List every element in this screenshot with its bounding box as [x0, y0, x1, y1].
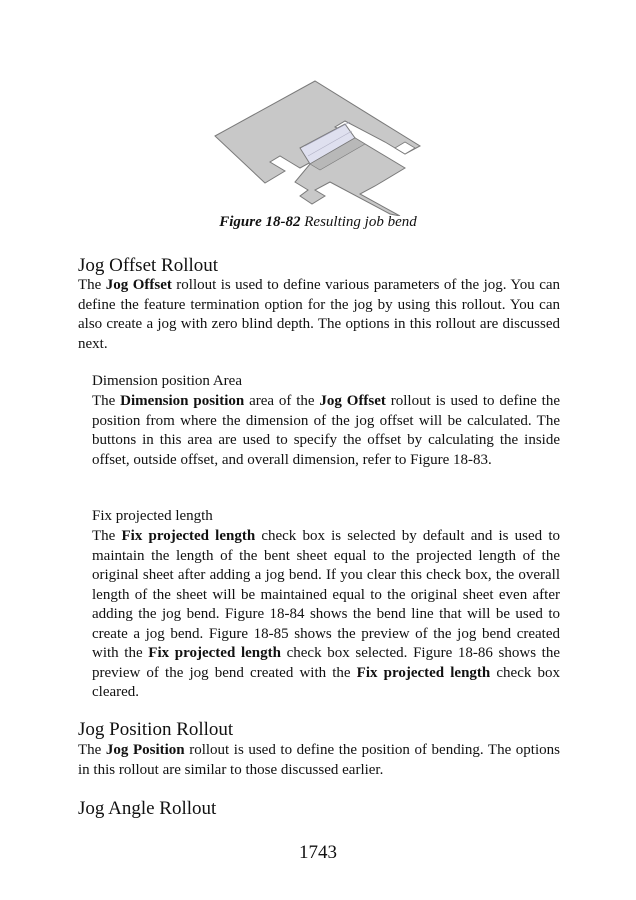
bold-term: Fix projected length	[121, 528, 256, 544]
paragraph-jog-offset	[78, 276, 560, 354]
text-run: The	[92, 393, 121, 409]
bold-term: Fix projected length	[148, 645, 281, 661]
text-run: check box is selected by default and is used to maintain the length of the bent sheet equal to the projected length of the original sheet after adding a jog bend. If you clear this check box, the overall length of the sheet will be maintained equal to the original sheet even after adding the jog bend. Figure 18-84 shows the bend line that will be used to create a jog bend. Figure 18-85 shows the preview of the jog bend created with the	[92, 528, 560, 661]
bold-term: Jog Offset	[105, 277, 172, 293]
bold-term: Dimension position	[120, 393, 245, 409]
text-run: The	[78, 742, 106, 758]
figure-caption-label: Figure 18-82	[219, 214, 301, 230]
text-run: rollout is used to define various parameters of the jog. You can define the feature termination option for the jog by using this rollout. You can also create a jog with zero blind depth. The options in this rollout are discussed next.	[78, 277, 561, 352]
heading-jog-offset-rollout: Jog Offset Rollout	[78, 255, 219, 276]
text-run: The	[92, 528, 122, 544]
text-run: rollout is used to define the position from where the dimension of the jog offset will be calculated. The buttons in this area are used to specify the offset by calculating the inside offset, outside offset, and overall dimension, refer to Figure 18-83.	[92, 393, 560, 468]
text-run: The	[78, 277, 106, 293]
text-run: check box cleared.	[92, 664, 560, 700]
text-run: rollout is used to define the position of bending. The options in this rollout are similar to those discussed earlier.	[78, 742, 560, 778]
bold-term: Jog Position	[105, 742, 185, 758]
paragraph-fix-projected-length	[92, 527, 560, 703]
paragraph-jog-position	[78, 741, 560, 780]
figure-caption-text: Resulting job bend	[300, 214, 417, 230]
text-run: area of the	[244, 393, 320, 409]
figure-caption	[0, 214, 636, 231]
paragraph-dimension-position	[92, 392, 560, 470]
text-run: check box selected. Figure 18-86 shows the preview of the jog bend created with the	[92, 645, 560, 681]
jog-bend-figure	[210, 76, 425, 216]
bold-term: Fix projected length	[356, 664, 491, 681]
heading-jog-angle-rollout: Jog Angle Rollout	[78, 798, 217, 819]
page-number: 1743	[299, 842, 337, 863]
heading-dimension-position-area: Dimension position Area	[92, 373, 242, 389]
bold-term: Jog Offset	[319, 393, 386, 409]
heading-fix-projected-length: Fix projected length	[92, 508, 213, 524]
heading-jog-position-rollout: Jog Position Rollout	[78, 719, 234, 740]
